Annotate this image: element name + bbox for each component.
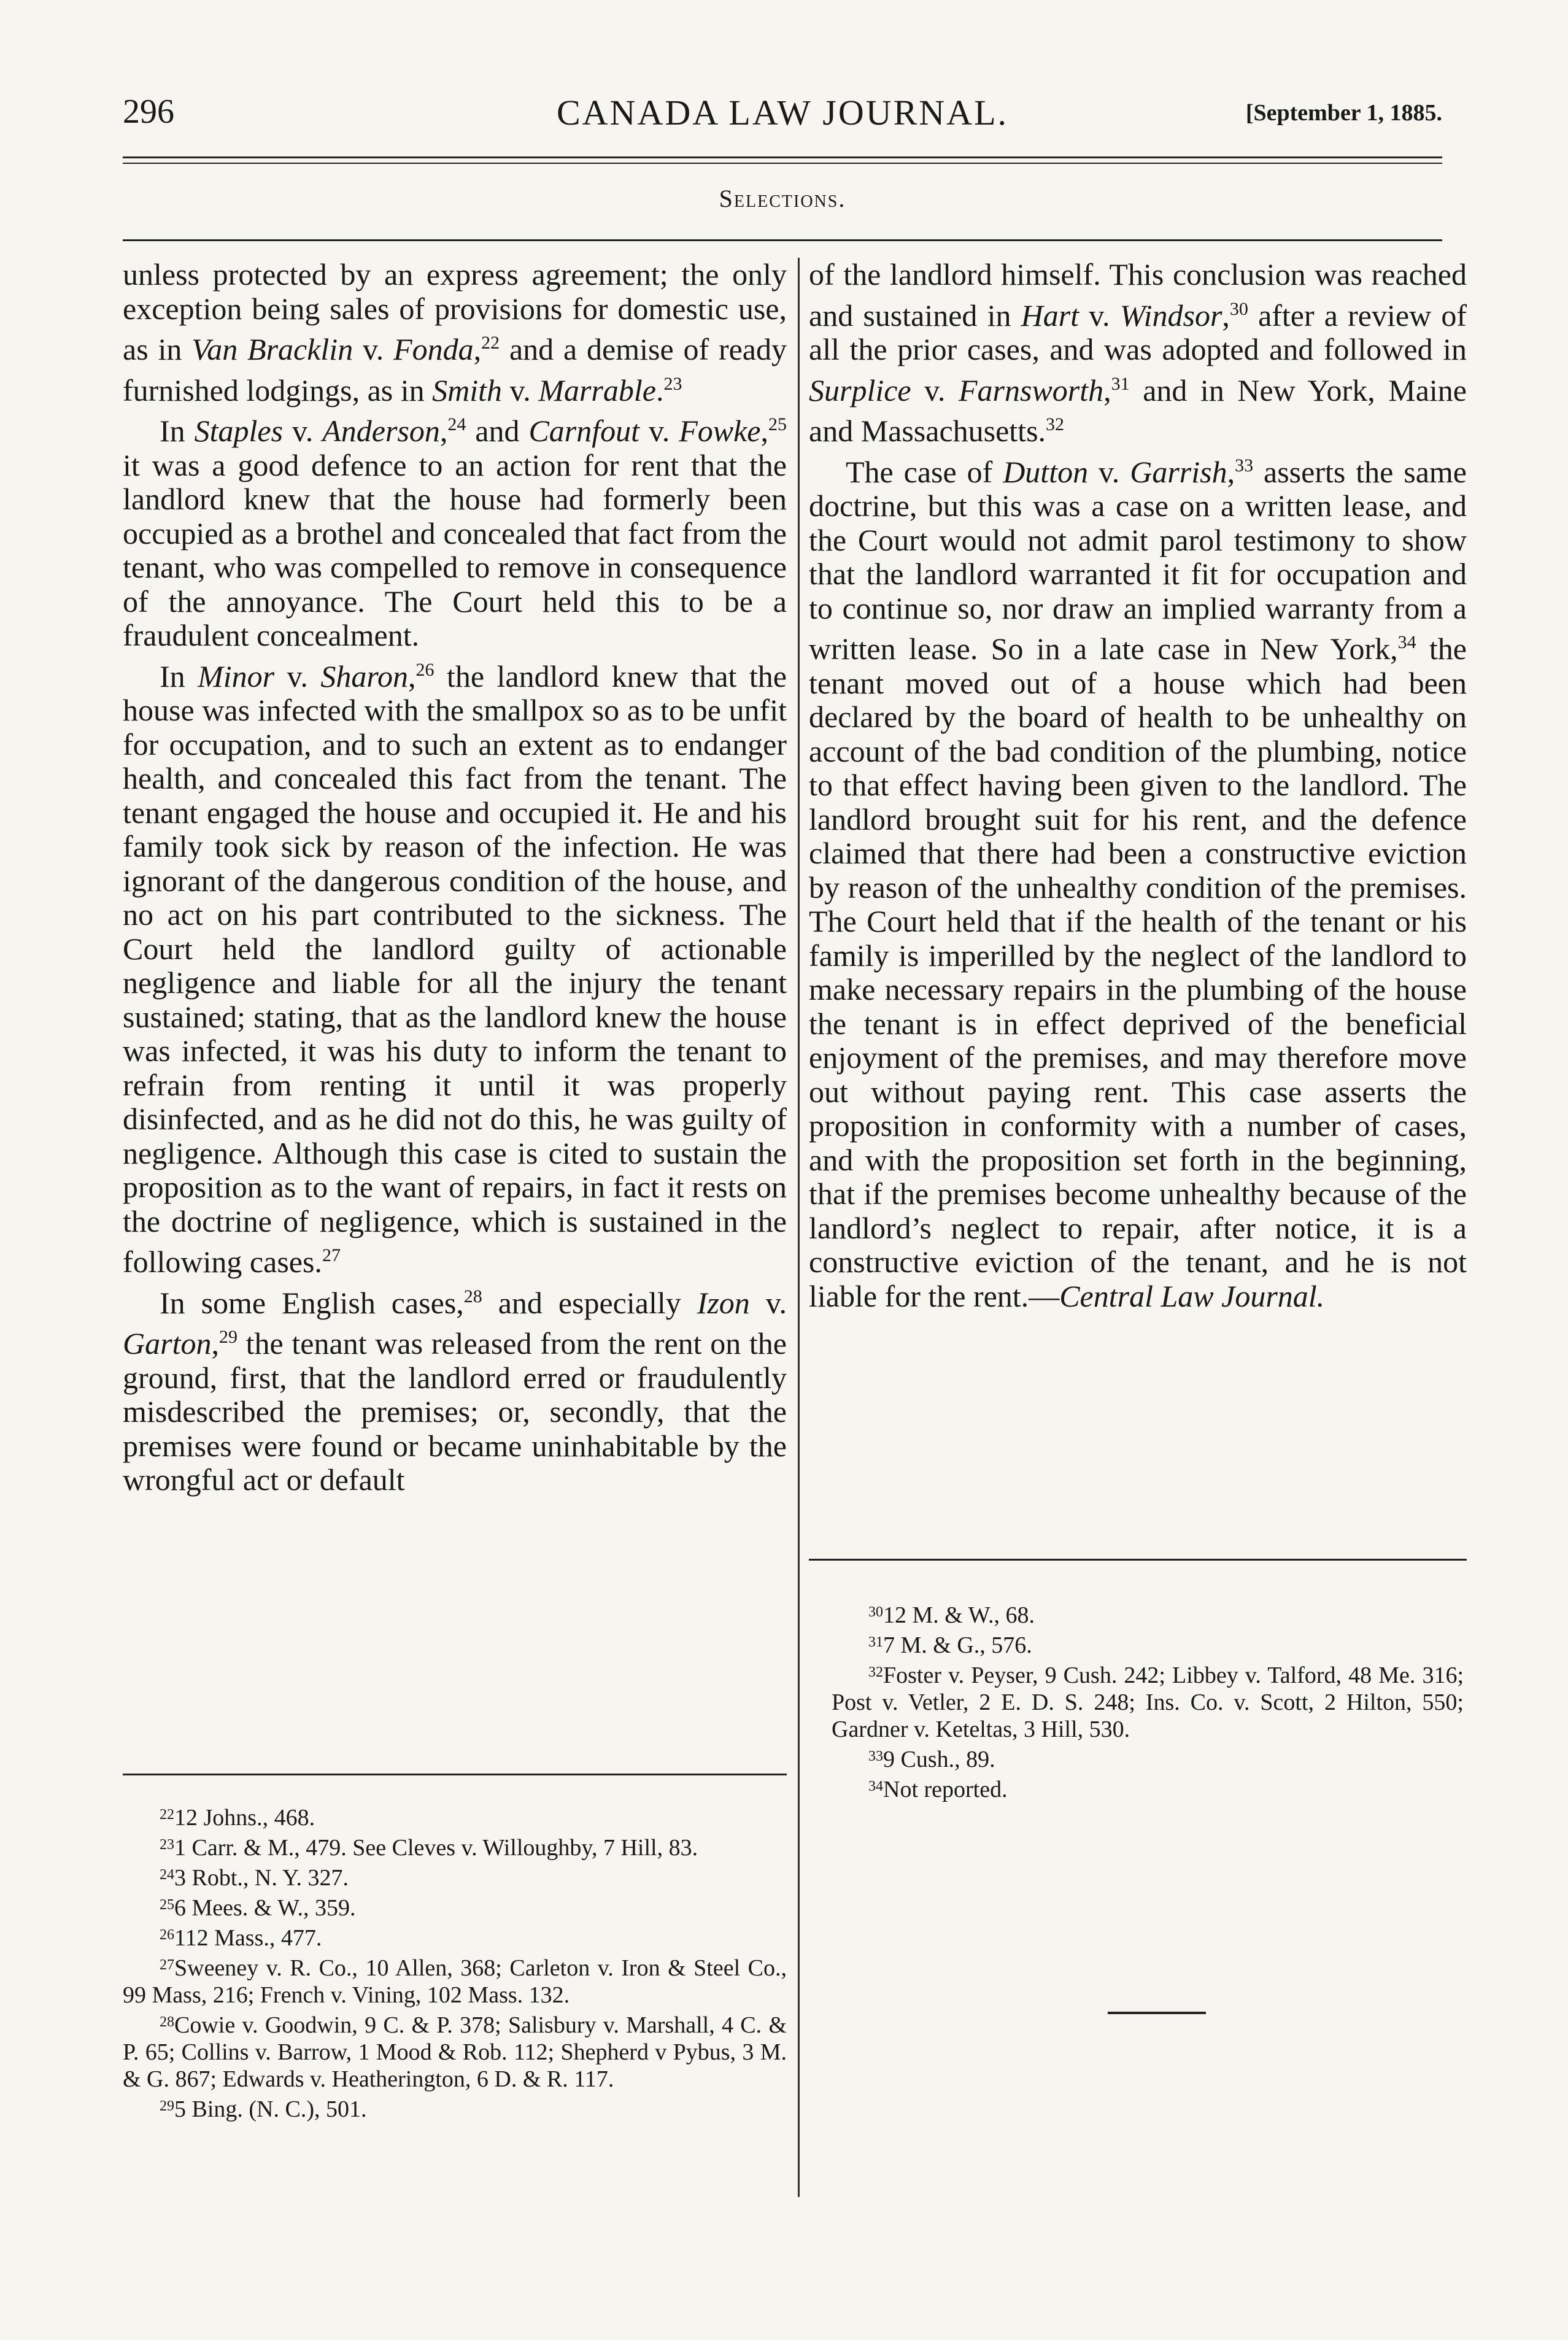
footnote-number: 23	[160, 1837, 174, 1853]
paragraph: unless protected by an express agreement; the only exception being sales of provisions for domestic use, as in Van Bracklin v. Fonda,$^{22}$ and a demise of ready furnished lodgings, as in Smith v. Marrable.$^{23}$	[123, 257, 787, 407]
footnotes-right	[832, 1599, 1464, 1803]
column-divider	[798, 258, 800, 2197]
footnote-number: 24	[160, 1867, 174, 1883]
footnote-text: 7 M. & G., 576.	[883, 1632, 1032, 1658]
footnote-text: 12 Johns., 468.	[174, 1805, 315, 1831]
footnote-text: 5 Bing. (N. C.), 501.	[174, 2096, 367, 2122]
footnote-text: 1 Carr. & M., 479. See Cleves v. Willoughby, 7 Hill, 83.	[174, 1835, 698, 1861]
header-rule-top	[123, 156, 1442, 158]
left-footnote-rule	[123, 1774, 787, 1775]
left-column	[123, 258, 787, 1497]
page-header	[123, 92, 1442, 147]
paragraph: In Staples v. Anderson,$^{24}$ and Carnfout v. Fowke,$^{25}$ it was a good defence to an action for rent that the landlord knew that the house had formerly been occupied as a brothel and concealed that fact from the tenant, who was compelled to remove in consequence of the annoyance. The Court held this to be a fraudulent concealment.	[123, 414, 787, 652]
page-number: 296	[123, 93, 174, 131]
footnote-text: Cowie v. Goodwin, 9 C. & P. 378; Salisbury v. Marshall, 4 C. & P. 65; Collins v. Barrow, 1 Mood & Rob. 112; Shepherd v Pybus, 3 M. & G. 867; Edwards v. Heatherington, 6 D. & R. 117.	[123, 2012, 787, 2092]
footnote	[832, 1629, 1464, 1659]
paragraph: In Minor v. Sharon,$^{26}$ the landlord knew that the house was infected with the smallpox so as to be unfit for occupation, and to such an extent as to endanger health, and concealed this fact from the tenant. The tenant engaged the house and occupied it. He and his family took sick by reason of the infection. He was ignorant of the dangerous condition of the house, and no act on his part contributed to the sickness. The Court held the landlord guilty of actionable negligence and liable for all the injury the tenant sustained; stating, that as the landlord knew the house was infected, it was his duty to inform the tenant to refrain from renting it until it was properly disinfected, and as he did not do this, he was guilty of negligence. Although this case is cited to sustain the proposition as to the want of repairs, in fact it rests on the doctrine of negligence, which is sustained in the following cases.$^{27}$	[123, 658, 787, 1279]
paragraph: In some English cases,$^{28}$ and especially Izon v. Garton,$^{29}$ the tenant was released from the rent on the ground, first, that the landlord erred or fraudulently misdescribed the premises; or, secondly, that the premises were found or became uninhabitable by the wrongful act or default	[123, 1285, 787, 1497]
paragraph: The case of Dutton v. Garrish,$^{33}$ asserts the same doctrine, but this was a case on a written lease, and the Court would not admit parol testimony to show that the landlord warranted it fit for occupation and to continue so, nor draw an implied warranty from a written lease. So in a late case in New York,$^{34}$ the tenant moved out of a house which had been declared by the board of health to be unhealthy on account of the bad condition of the plumbing, notice to that effect having been given to the landlord. The landlord brought suit for his rent, and the defence claimed that there had been a constructive eviction by reason of the unhealthy condition of the premises. The Court held that if the health of the tenant or his family is imperilled by the neglect of the landlord to make necessary repairs in the plumbing of the house the tenant is in effect deprived of the beneficial enjoyment of the premises, and may therefore move out without paying rent. This case asserts the proposition in conformity with a number of cases, and with the proposition set forth in the beginning, that if the premises become unhealthy because of the landlord’s neglect to repair, after notice, it is a constructive eviction of the tenant, and he is not liable for the rent.—Central Law Journal.	[809, 454, 1467, 1313]
footnote-number: 29	[160, 2098, 174, 2114]
footnote-text: Not reported.	[883, 1777, 1008, 1802]
footnote	[123, 1891, 787, 1921]
footnote-number: 30	[868, 1604, 883, 1620]
footnote	[832, 1743, 1464, 1773]
footnote-number: 27	[160, 1957, 174, 1973]
footnote-text: Foster v. Peyser, 9 Cush. 242; Libbey v. Talford, 48 Me. 316; Post v. Vetler, 2 E. D. S. 248; Ins. Co. v. Scott, 2 Hilton, 550; Gardner v. Keteltas, 3 Hill, 530.	[832, 1662, 1464, 1742]
footnote	[832, 1659, 1464, 1743]
footnote-text: 112 Mass., 477.	[174, 1925, 322, 1951]
footnote-number: 32	[868, 1664, 883, 1680]
footnote	[832, 1773, 1464, 1803]
footnote	[123, 1861, 787, 1891]
footnote-text: 3 Robt., N. Y. 327.	[174, 1865, 349, 1891]
paragraph: of the landlord himself. This conclusion was reached and sustained in Hart v. Windsor,$^{30}$ after a review of all the prior cases, and was adopted and followed in Surplice v. Farnsworth,$^{31}$ and in New York, Maine and Massachusetts.$^{32}$	[809, 257, 1467, 448]
footnote-number: 31	[868, 1634, 883, 1650]
footnote-number: 26	[160, 1927, 174, 1943]
section-rule	[123, 239, 1442, 241]
footnote	[123, 2093, 787, 2123]
footnote	[123, 2009, 787, 2093]
end-rule	[1108, 2012, 1206, 2014]
footnote	[832, 1599, 1464, 1629]
footnote-number: 22	[160, 1807, 174, 1823]
footnote-text: 12 M. & W., 68.	[883, 1602, 1035, 1628]
issue-date: [September 1, 1885.	[1245, 100, 1442, 126]
footnote	[123, 1801, 787, 1831]
footnote-number: 25	[160, 1897, 174, 1913]
header-rule-bottom	[123, 163, 1442, 164]
journal-title: CANADA LAW JOURNAL.	[556, 93, 1008, 133]
right-column	[809, 258, 1467, 1313]
footnote-number: 28	[160, 2014, 174, 2030]
footnote	[123, 1831, 787, 1861]
section-title: Selections.	[719, 185, 846, 212]
footnote-number: 34	[868, 1778, 883, 1794]
footnote-number: 33	[868, 1748, 883, 1764]
footnotes-left	[123, 1801, 787, 2123]
footnote	[123, 1921, 787, 1952]
footnote	[123, 1952, 787, 2009]
footnote-text: Sweeney v. R. Co., 10 Allen, 368; Carleton v. Iron & Steel Co., 99 Mass, 216; French v. Vining, 102 Mass. 132.	[123, 1955, 787, 2008]
footnote-text: 6 Mees. & W., 359.	[174, 1895, 356, 1921]
footnote-text: 9 Cush., 89.	[883, 1747, 995, 1772]
right-footnote-rule	[809, 1559, 1467, 1561]
